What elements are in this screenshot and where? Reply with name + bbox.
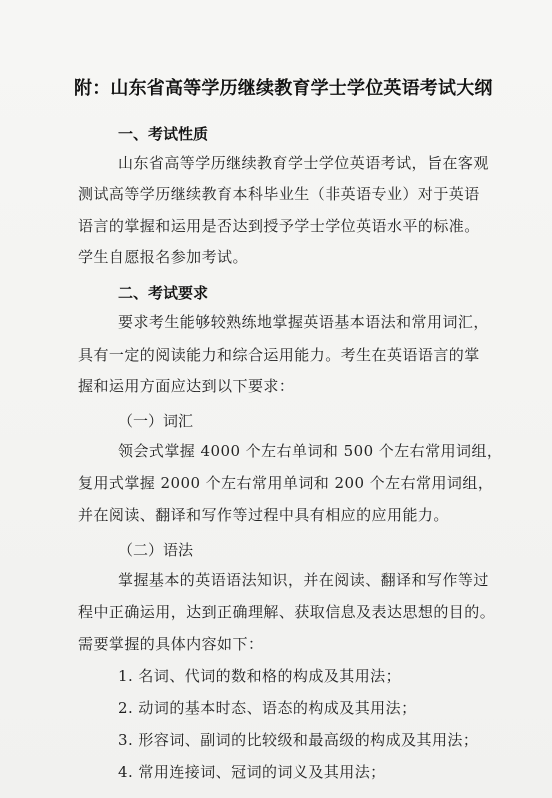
subsection-heading-grammar: （二）语法 [118,541,194,559]
section-heading-requirements: 二、考试要求 [118,284,209,302]
list-item: 4. 常用连接词、冠词的词义及其用法； [118,763,386,781]
list-item: 2. 动词的基本时态、语态的构成及其用法； [118,699,417,717]
paragraph-line: 领会式掌握 4000 个左右单词和 500 个左右常用词组， [118,442,503,460]
paragraph-line: 掌握基本的英语语法知识，并在阅读、翻译和写作等过 [118,571,489,589]
section-heading-nature: 一、考试性质 [118,125,209,143]
paragraph-line: 复用式掌握 2000 个左右常用单词和 200 个左右常用词组， [78,474,494,492]
page-title: 附：山东省高等学历继续教育学士学位英语考试大纲 [74,78,493,99]
subsection-heading-vocabulary: （一）词汇 [118,412,194,430]
paragraph-line: 山东省高等学历继续教育学士学位英语考试，旨在客观 [118,154,489,172]
paragraph-line: 需要掌握的具体内容如下： [78,635,264,653]
paragraph-line: 握和运用方面应达到以下要求： [78,377,295,395]
paragraph-line: 学生自愿报名参加考试。 [78,248,248,266]
paragraph-line: 语言的掌握和运用是否达到授予学士学位英语水平的标准。 [78,217,480,235]
list-item: 3. 形容词、副词的比较级和最高级的构成及其用法； [118,731,479,749]
list-item: 1. 名词、代词的数和格的构成及其用法； [118,667,402,685]
paragraph-line: 并在阅读、翻译和写作等过程中具有相应的应用能力。 [78,506,449,524]
paragraph-line: 要求考生能够较熟练地掌握英语基本语法和常用词汇， [118,313,489,331]
paragraph-line: 测试高等学历继续教育本科毕业生（非英语专业）对于英语 [78,185,480,203]
paragraph-line: 具有一定的阅读能力和综合运用能力。考生在英语语言的掌 [78,346,480,364]
paragraph-line: 程中正确运用，达到正确理解、获取信息及表达思想的目的。 [78,603,496,621]
